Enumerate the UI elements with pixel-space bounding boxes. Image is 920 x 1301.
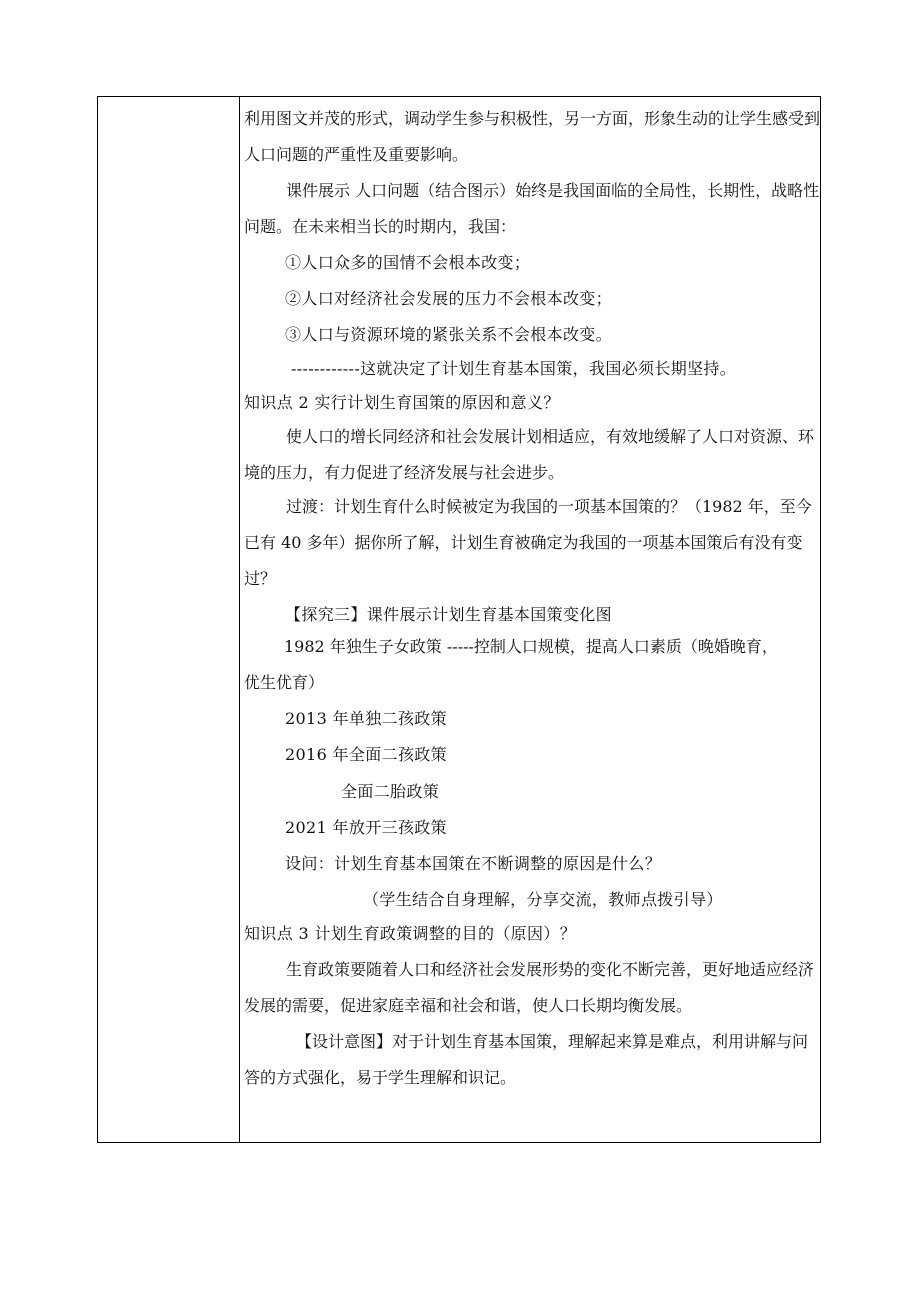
- list-item-3: ③人口与资源环境的紧张关系不会根本改变。: [285, 325, 613, 344]
- question-line: 设问：计划生育基本国策在不断调整的原因是什么？: [285, 854, 662, 873]
- list-item-1: ①人口众多的国情不会根本改变；: [285, 253, 531, 272]
- conclusion-line: ------------这就决定了计划生育基本国策，我国必须长期坚持。: [291, 359, 737, 378]
- lesson-table: [97, 96, 821, 1143]
- policy-2016: 2016 年全面二孩政策: [285, 745, 448, 764]
- policy-2021: 2021 年放开三孩政策: [285, 818, 448, 837]
- explore-three-heading: 【探究三】课件展示计划生育基本国策变化图: [285, 605, 613, 624]
- paragraph-design-intro: 利用图文并茂的形式，调动学生参与积极性，另一方面，形象生动的让学生感受到人口问题的严重性及重要影响。: [244, 109, 821, 164]
- table-left-column: [98, 97, 240, 1142]
- knowledge-point-2: 知识点 2 实行计划生育国策的原因和意义？: [244, 393, 560, 412]
- paragraph-design-intent: 【设计意图】对于计划生育基本国策，理解起来算是难点，利用讲解与问答的方式强化，易于学生理解和识记。: [244, 1032, 809, 1087]
- activity-note: （学生结合自身理解，分享交流，教师点拨引导）: [363, 890, 723, 909]
- policy-2013: 2013 年单独二孩政策: [285, 709, 448, 728]
- policy-1982: 1982 年独生子女政策 -----控制人口规模，提高人口素质（晚婚晚育，优生优育）: [244, 637, 778, 692]
- paragraph-policy-purpose: 生育政策要随着人口和经济社会发展形势的变化不断完善，更好地适应经济发展的需要，促进家庭幸福和社会和谐，使人口长期均衡发展。: [244, 960, 815, 1015]
- paragraph-courseware-display: 课件展示 人口问题（结合图示）始终是我国面临的全局性，长期性，战略性问题。在未来相当长的时期内，我国：: [244, 181, 820, 236]
- table-right-column: [241, 97, 820, 1142]
- policy-comprehensive-second-child: 全面二胎政策: [341, 782, 440, 801]
- paragraph-significance: 使人口的增长同经济和社会发展计划相适应，有效地缓解了人口对资源、环境的压力，有力促进了经济发展与社会进步。: [244, 427, 815, 482]
- knowledge-point-3: 知识点 3 计划生育政策调整的目的（原因）？: [244, 924, 577, 943]
- paragraph-transition: 过渡：计划生育什么时候被定为我国的一项基本国策的？（1982 年，至今已有 40 多年）据你所了解，计划生育被确定为我国的一项基本国策后有没有变过？: [244, 497, 812, 588]
- list-item-2: ②人口对经济社会发展的压力不会根本改变；: [285, 289, 613, 308]
